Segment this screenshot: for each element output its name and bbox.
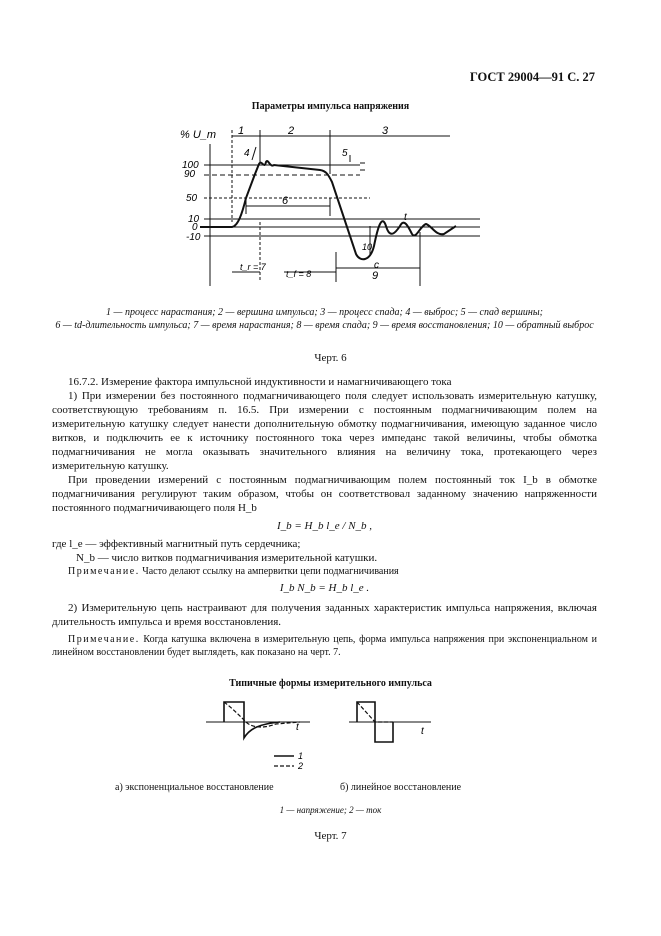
- legend-2: 2: [298, 761, 304, 771]
- note-2-text: Когда катушка включена в измерительную цепь, форма импульса напряжения при экспоненциальном и линейном восстановлении будет выглядеть, как показано на черт. 7.: [52, 634, 598, 658]
- figure-7-legend-caption: 1 — напряжение; 2 — ток: [279, 805, 382, 815]
- note-1-label: Примечание.: [68, 566, 140, 577]
- tick-0: 0: [192, 222, 198, 233]
- label-t: t: [404, 212, 407, 223]
- label-6: 6: [282, 195, 289, 207]
- figure-7a-diagram: [200, 696, 320, 772]
- figure-7b-caption: б) линейное восстановление: [340, 782, 462, 793]
- paragraph-2: При проведении измерений с постоянным подмагничивающим полем постоянный ток I_b в обмотке подмагничивания регулируют таким образом, чтобы он соответствовал заданному значению напряженности постоянного подмагничивающего поля H_b: [52, 474, 597, 514]
- pulse-waveform: [200, 161, 456, 259]
- label-tf: t_f = 8: [286, 269, 312, 279]
- page-header: ГОСТ 29004—91 С. 27: [469, 70, 595, 84]
- figure-6-diagram: [160, 122, 500, 290]
- figure-7-label: Черт. 7: [314, 830, 347, 842]
- main-text: [52, 375, 597, 659]
- figure-7a-caption: а) экспоненциальное восстановление: [115, 782, 274, 793]
- label-10: 10: [362, 242, 373, 252]
- time-label-b: t: [421, 726, 424, 737]
- label-c: c: [374, 260, 379, 271]
- note-1-text: Часто делают ссылку на ампервитки цепи подмагничивания: [142, 566, 399, 577]
- figure-6-title: Параметры импульса напряжения: [251, 101, 410, 112]
- label-1: 1: [238, 125, 245, 137]
- time-label-a: t: [296, 722, 299, 733]
- formula-2: I_b N_b = H_b l_e .: [279, 582, 370, 594]
- label-tr: t_r = 7: [240, 262, 266, 272]
- tick-50: 50: [186, 193, 198, 204]
- tick-10: 10: [188, 214, 200, 225]
- paragraph-3: 2) Измерительную цепь настраивают для получения заданных характеристик импульса напряжения, включая длительность импульса и время восстановления.: [52, 602, 597, 628]
- label-9: 9: [372, 270, 379, 282]
- paragraph-1: 1) При измерении без постоянного подмагничивающего поля следует использовать измерительную катушку, соответствующую требованиям п. 16.5. При измерении с постоянным подмагничивающим полем на измерительную катушку следует нанести дополнительную обмотку подмагничивания, имеющую заданное число витков, и подключить ее к источнику постоянного тока через импеданс такой величины, чтобы обмотка подмагничивания не могла оказывать значительного влияния на величину тока, протекающего через измерительную катушку.: [52, 390, 597, 472]
- label-4: 4: [244, 148, 250, 159]
- figure-6-caption-line-1: 1 — процесс нарастания; 2 — вершина импульса; 3 — процесс спада; 4 — выброс; 5 — спад вершины;: [106, 307, 543, 318]
- formula-1: I_b = H_b l_e / N_b ,: [276, 520, 373, 532]
- legend-1: 1: [298, 751, 304, 761]
- where-line-1: где l_e — эффективный магнитный путь сердечника;: [52, 538, 301, 550]
- label-3: 3: [382, 125, 389, 137]
- section-heading: 16.7.2. Измерение фактора импульсной индуктивности и намагничивающего тока: [68, 376, 452, 388]
- figure-7b-diagram: [345, 696, 465, 752]
- tick-minus-10: -10: [186, 232, 201, 243]
- where-line-2: N_b — число витков подмагничивания измерительной катушки.: [76, 552, 378, 564]
- tick-100: 100: [182, 160, 199, 171]
- label-5: 5: [342, 148, 348, 159]
- tick-90: 90: [184, 169, 196, 180]
- figure-6-caption-line-2: 6 — td-длительность импульса; 7 — время нарастания; 8 — время спада; 9 — время восстановления; 10 — обратный выброс: [55, 320, 594, 331]
- y-axis-label: % U_m: [180, 129, 217, 141]
- note-2-label: Примечание.: [68, 634, 140, 645]
- label-2: 2: [288, 125, 295, 137]
- figure-6-label: Черт. 6: [314, 352, 347, 364]
- figure-7-title: Типичные формы измерительного импульса: [229, 678, 432, 689]
